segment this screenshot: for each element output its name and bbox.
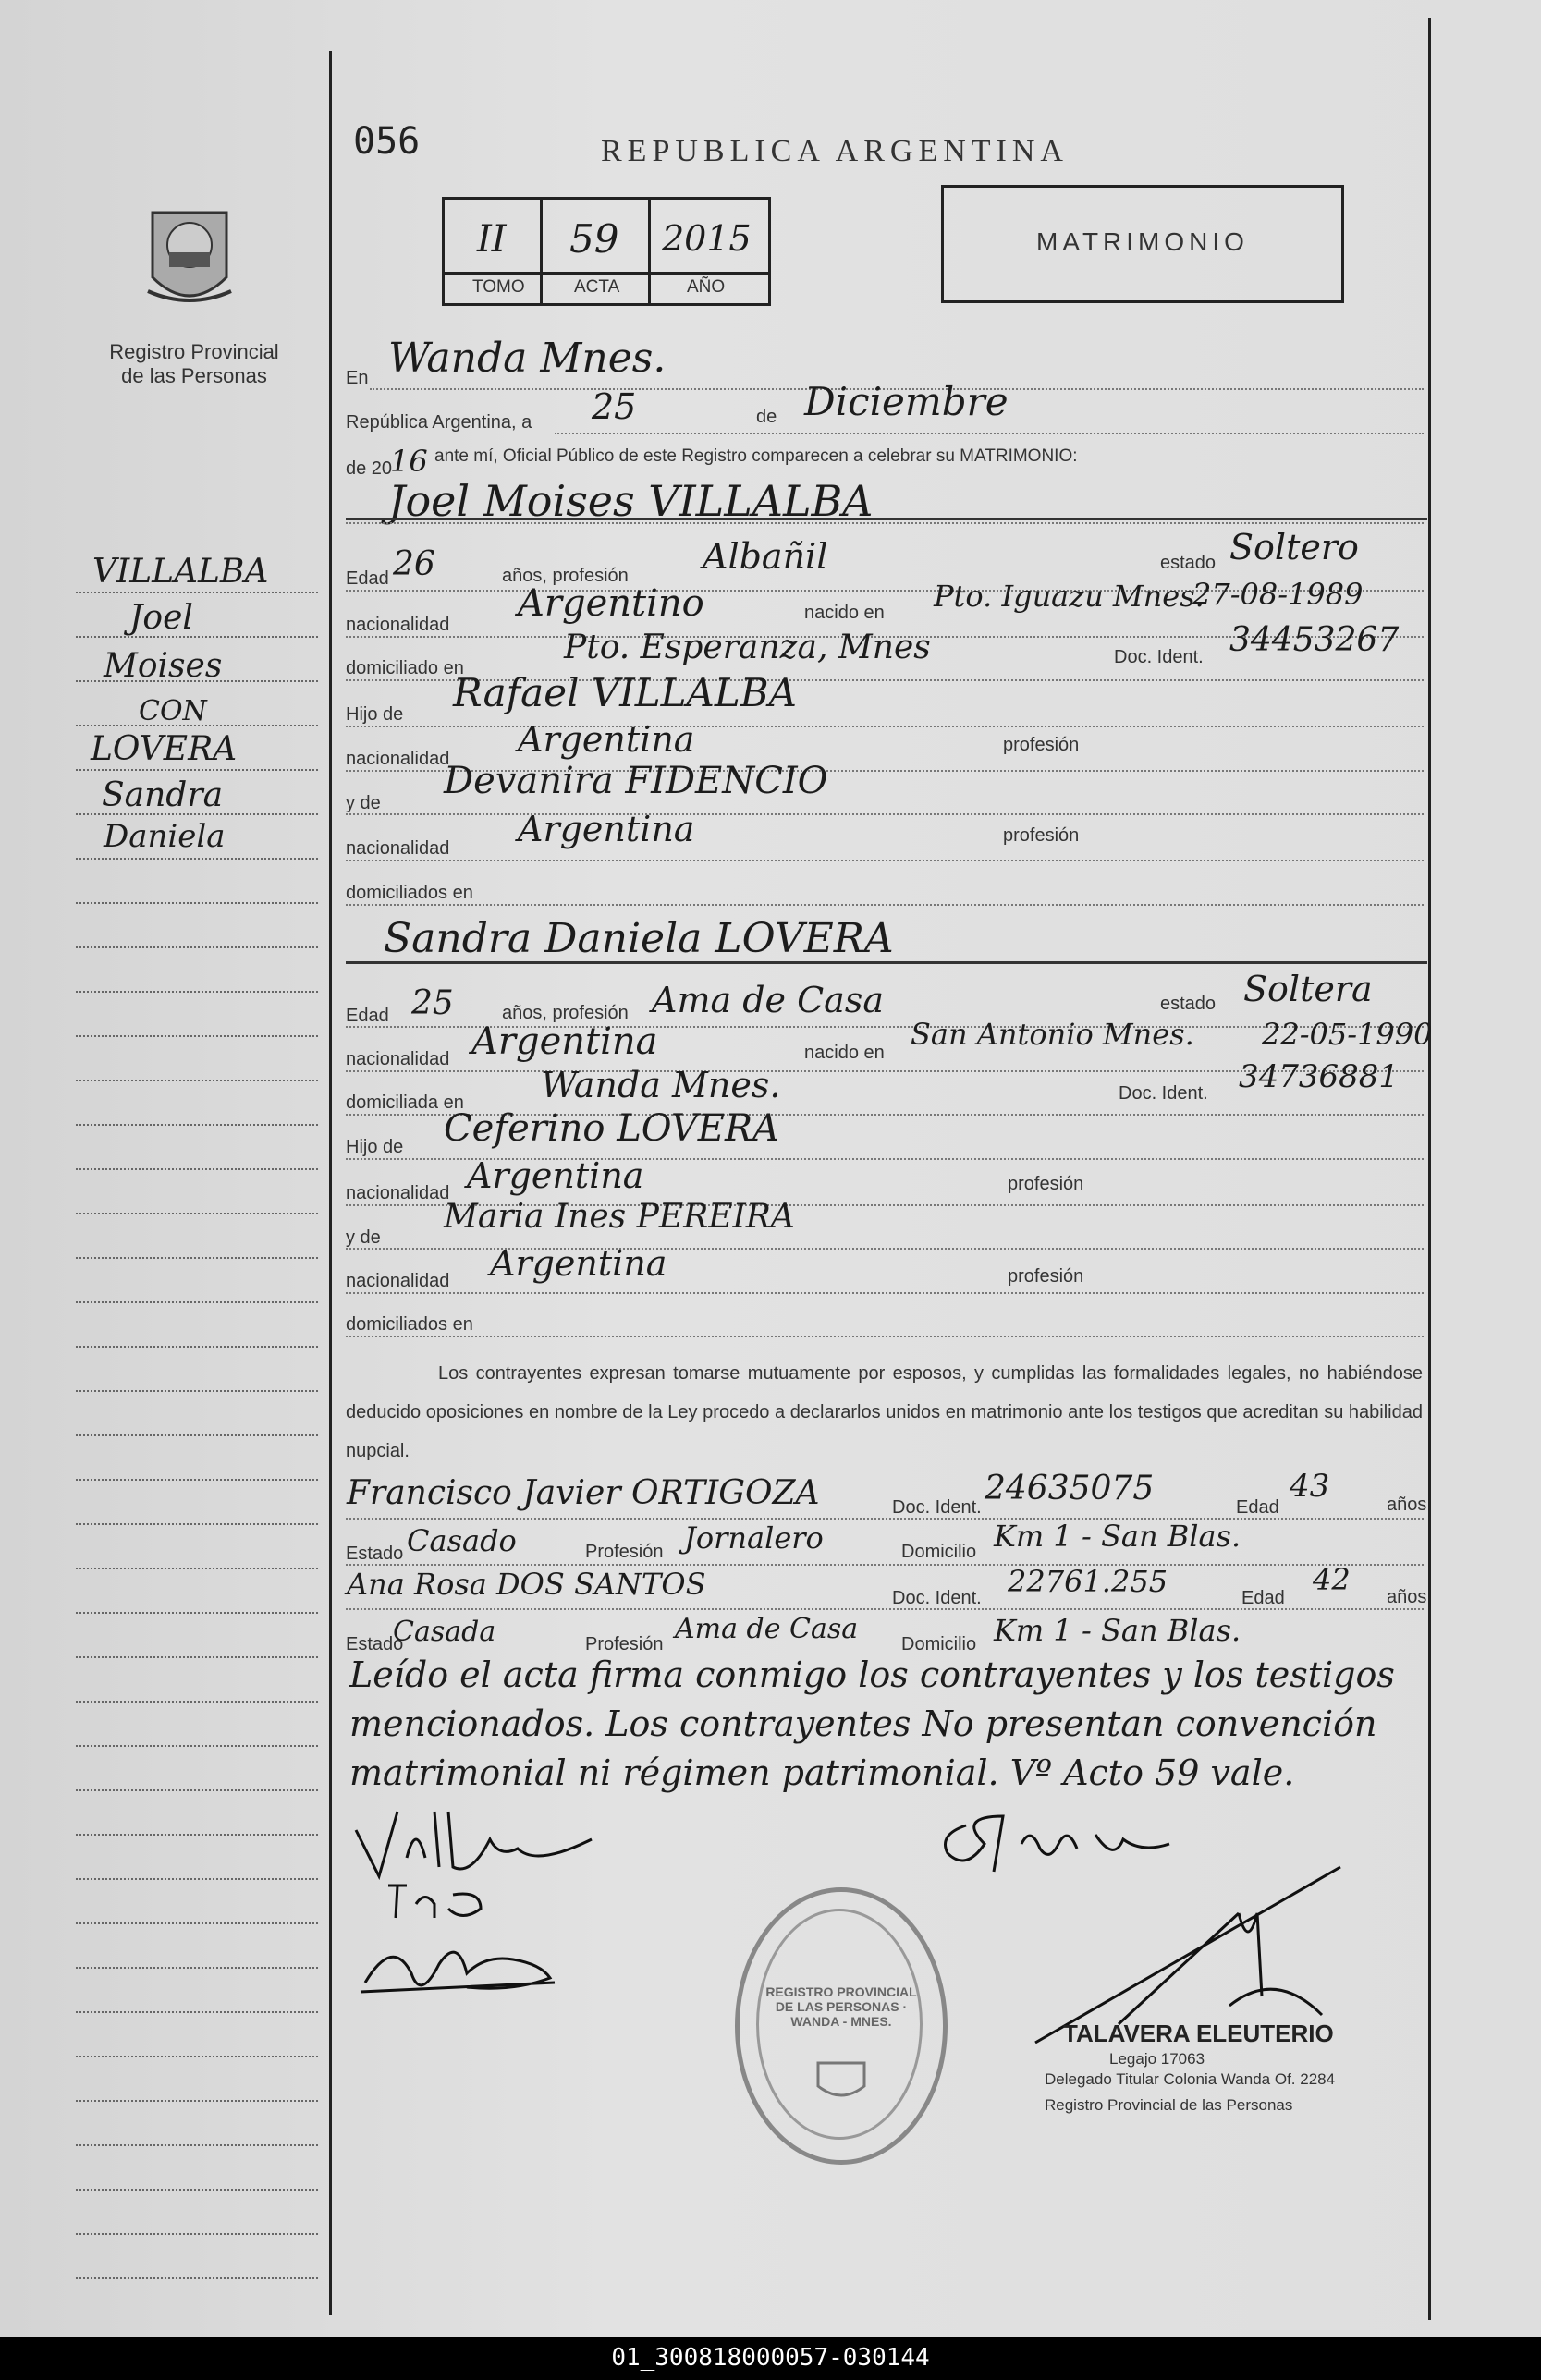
official-legajo: Legajo 17063 (1109, 2050, 1205, 2068)
row-line (346, 1292, 1424, 1294)
official-seal (735, 1887, 948, 2165)
margin-rule (76, 2056, 318, 2057)
witness-1-years-label: años (1387, 1495, 1427, 1515)
bride-status: Soltera (1243, 969, 1373, 1009)
bride-mother: Maria Ines PEREIRA (444, 1198, 795, 1236)
groom-name-line (346, 522, 1424, 524)
witness-2-domicile: Km 1 - San Blas. (994, 1613, 1241, 1648)
bride-nationality-label: nacionalidad (346, 1049, 450, 1069)
office-name: Registro Provincial de las Personas (109, 340, 279, 387)
bride-birthdate: 22-05-1990 (1262, 1017, 1433, 1052)
margin-rule (76, 1612, 318, 1614)
margin-rule (76, 1656, 318, 1658)
intro-statement: ante mí, Oficial Público de este Registro comparecen a celebrar su MATRIMONIO: (434, 446, 1078, 466)
row-line (346, 1564, 1424, 1566)
margin-rule (76, 1745, 318, 1747)
margin-rule (76, 2277, 318, 2279)
declaration-text: Los contrayentes expresan tomarse mutuamente por esposos, y cumplidas las formalidades legales, no habiéndose deducido oposiciones en nombre de la Ley procedo a declararlos unidos en matrimonio ante los testigos que acreditan su habilidad nupcial. (346, 1363, 1423, 1461)
bride-age: 25 (411, 984, 454, 1022)
margin-rule (76, 1124, 318, 1126)
margin-rule (76, 1213, 318, 1214)
margin-note-con: CON (139, 695, 207, 727)
witness-2-age: 42 (1313, 1562, 1351, 1597)
groom-section-divider (346, 518, 1427, 520)
row-line (346, 813, 1424, 815)
groom-mother-profession-label: profesión (1003, 825, 1080, 846)
bride-doc-label: Doc. Ident. (1119, 1083, 1208, 1104)
bride-mother-label: y de (346, 1227, 381, 1248)
tomo-value: II (477, 218, 507, 261)
witness-2-name: Ana Rosa DOS SANTOS (347, 1567, 706, 1602)
margin-rule (76, 1301, 318, 1303)
groom-age-label: Edad (346, 568, 389, 589)
groom-father-nationality: Argentina (518, 719, 695, 760)
margin-note-bride-surname: LOVERA (91, 730, 238, 768)
margin-rule (76, 769, 318, 771)
month-value: Diciembre (804, 379, 1009, 424)
bride-mother-profession-label: profesión (1008, 1266, 1084, 1287)
seal-crest-icon (813, 2058, 869, 2105)
margin-rule (76, 2233, 318, 2235)
bride-domicile: Wanda Mnes. (541, 1065, 781, 1105)
witness-2-domicile-label: Domicilio (901, 1634, 977, 1654)
witness-1-age: 43 (1290, 1468, 1330, 1505)
closing-note-line-2: mencionados. Los contrayentes No presentan convención (349, 1703, 1377, 1744)
margin-rule (76, 1257, 318, 1259)
groom-father: Rafael VILLALBA (453, 670, 797, 715)
margin-rule (76, 1922, 318, 1924)
witness-1-doc: 24635075 (985, 1470, 1155, 1507)
bride-parents-domicile-label: domiciliados en (346, 1314, 473, 1335)
groom-domicile-label: domiciliado en (346, 658, 464, 678)
bride-doc: 34736881 (1239, 1058, 1400, 1095)
day-value: 25 (592, 386, 637, 427)
year-suffix: 16 (390, 444, 428, 479)
witness-1-profession-label: Profesión (585, 1542, 664, 1562)
row-line (346, 860, 1424, 861)
bride-nationality: Argentina (471, 1020, 658, 1063)
witness-1-status: Casado (407, 1523, 517, 1558)
witness-1-name: Francisco Javier ORTIGOZA (347, 1474, 820, 1512)
margin-rule (76, 1878, 318, 1880)
closing-note-line-3: matrimonial ni régimen patrimonial. Vº Acto 59 vale. (349, 1752, 1295, 1793)
margin-note-middlename: Moises (104, 647, 223, 685)
seal-text: REGISTRO PROVINCIAL DE LAS PERSONAS · WANDA - MNES. (765, 1984, 917, 2029)
republica-label: República Argentina, a (346, 412, 532, 433)
acta-value: 59 (569, 216, 619, 262)
bride-father-profession-label: profesión (1008, 1174, 1084, 1194)
groom-doc: 34453267 (1229, 621, 1400, 659)
bride-signature (356, 1927, 569, 2010)
margin-rule (76, 2011, 318, 2013)
place-value: Wanda Mnes. (388, 335, 667, 382)
groom-doc-label: Doc. Ident. (1114, 647, 1204, 667)
margin-rule (76, 902, 318, 904)
witness-2-profession: Ama de Casa (675, 1613, 859, 1645)
margin-rule (76, 1701, 318, 1703)
bride-profession-label: años, profesión (502, 1003, 629, 1023)
groom-age: 26 (393, 545, 435, 583)
witness-1-doc-label: Doc. Ident. (892, 1497, 982, 1518)
groom-profession-label: años, profesión (502, 566, 629, 586)
row-line (346, 1518, 1424, 1520)
groom-birthdate: 27-08-1989 (1192, 577, 1364, 612)
country-title: REPUBLICA ARGENTINA (601, 134, 1069, 168)
de-label: de (756, 407, 777, 427)
document-id-footer: 01_300818000057-030144 (0, 2337, 1541, 2380)
act-type-box (941, 185, 1344, 303)
acta-label: ACTA (574, 277, 620, 297)
margin-rule (76, 1523, 318, 1525)
margin-rule (76, 946, 318, 948)
bride-domicile-label: domiciliada en (346, 1092, 464, 1113)
date-line (555, 433, 1424, 434)
groom-signature (351, 1802, 610, 1922)
bride-father-nationality: Argentina (467, 1155, 644, 1196)
margin-rule (76, 1834, 318, 1836)
margin-note-bride-middlename: Daniela (104, 818, 226, 855)
margin-rule (76, 592, 318, 593)
bride-status-label: estado (1160, 994, 1217, 1014)
groom-status-label: estado (1160, 553, 1217, 573)
bride-section-divider (346, 961, 1427, 964)
witness-1-status-label: Estado (346, 1544, 404, 1564)
witness-2-age-label: Edad (1241, 1588, 1285, 1608)
witness-2-years-label: años (1387, 1587, 1427, 1607)
groom-father-profession-label: profesión (1003, 735, 1080, 755)
tomo-label: TOMO (472, 277, 525, 297)
right-border (1428, 18, 1431, 2320)
ano-label: AÑO (687, 277, 726, 297)
groom-nationality: Argentino (518, 582, 704, 625)
margin-note-firstname: Joel (129, 599, 193, 637)
witness-2-doc: 22761.255 (1008, 1564, 1168, 1599)
margin-rule (76, 2144, 318, 2146)
row-line (346, 1608, 1424, 1610)
row-line (346, 904, 1424, 906)
official-name: TALAVERA ELEUTERIO (1063, 2020, 1334, 2047)
margin-rule (76, 1035, 318, 1037)
groom-born-label: nacido en (804, 603, 885, 623)
margin-rule (76, 1434, 318, 1436)
province-crest-icon (143, 199, 236, 319)
margin-rule (76, 1346, 318, 1348)
margin-note-bride-firstname: Sandra (102, 776, 224, 814)
margin-rule (76, 1967, 318, 1969)
witness-1-age-label: Edad (1236, 1497, 1279, 1518)
witness-2-profession-label: Profesión (585, 1634, 664, 1654)
groom-status: Soltero (1229, 527, 1359, 568)
groom-mother-label: y de (346, 793, 381, 813)
ano-value: 2015 (662, 218, 752, 259)
witness-1-profession: Jornalero (684, 1520, 824, 1556)
closing-note-line-1: Leído el acta firma conmigo los contrayentes y los testigos (349, 1654, 1395, 1695)
groom-nationality-label: nacionalidad (346, 615, 450, 635)
act-type-label: MATRIMONIO (1036, 227, 1249, 256)
row-line (346, 726, 1424, 727)
year-prefix: de 20 (346, 458, 393, 479)
groom-mother: Devanira FIDENCIO (444, 760, 828, 802)
groom-mother-nationality: Argentina (518, 809, 695, 849)
margin-rule (76, 2100, 318, 2102)
groom-father-nationality-label: nacionalidad (346, 749, 450, 769)
official-office: Registro Provincial de las Personas (1045, 2096, 1293, 2114)
margin-rule (76, 1390, 318, 1392)
margin-line (329, 51, 332, 2315)
margin-rule (76, 1479, 318, 1481)
en-label: En (346, 368, 369, 388)
witness-2-doc-label: Doc. Ident. (892, 1588, 982, 1608)
groom-father-label: Hijo de (346, 704, 404, 725)
margin-rule (76, 1568, 318, 1569)
margin-rule (76, 1789, 318, 1791)
groom-name: Joel Moises VILLALBA (388, 476, 874, 526)
margin-rule (76, 636, 318, 638)
bride-age-label: Edad (346, 1006, 389, 1026)
margin-rule (76, 1080, 318, 1081)
bride-father-nationality-label: nacionalidad (346, 1183, 450, 1203)
row-line (346, 1336, 1424, 1337)
groom-mother-nationality-label: nacionalidad (346, 838, 450, 859)
bride-birthplace: San Antonio Mnes. (911, 1017, 1194, 1052)
witness-1-domicile-label: Domicilio (901, 1542, 977, 1562)
margin-rule (76, 991, 318, 993)
groom-profession: Albañil (703, 536, 828, 577)
margin-rule (76, 1168, 318, 1170)
official-role: Delegado Titular Colonia Wanda Of. 2284 (1045, 2070, 1336, 2088)
groom-parents-domicile-label: domiciliados en (346, 883, 473, 903)
tomo-acta-ano-box (442, 197, 771, 306)
bride-father: Ceferino LOVERA (444, 1107, 779, 1150)
witness-2-status-label: Estado (346, 1634, 404, 1654)
bride-mother-nationality: Argentina (490, 1243, 667, 1284)
groom-birthplace: Pto. Iguazu Mnes. (934, 579, 1205, 614)
bride-mother-nationality-label: nacionalidad (346, 1271, 450, 1291)
margin-note-surname: VILLALBA (92, 553, 269, 591)
bride-name: Sandra Daniela LOVERA (384, 915, 894, 962)
margin-rule (76, 2189, 318, 2191)
witness-1-domicile: Km 1 - San Blas. (994, 1519, 1241, 1554)
bride-born-label: nacido en (804, 1043, 885, 1063)
page-number: 056 (353, 120, 421, 163)
bride-father-label: Hijo de (346, 1137, 404, 1157)
witness-2-status: Casada (393, 1616, 496, 1648)
bride-profession: Ama de Casa (652, 980, 884, 1020)
margin-rule (76, 858, 318, 860)
groom-domicile: Pto. Esperanza, Mnes (564, 629, 931, 666)
